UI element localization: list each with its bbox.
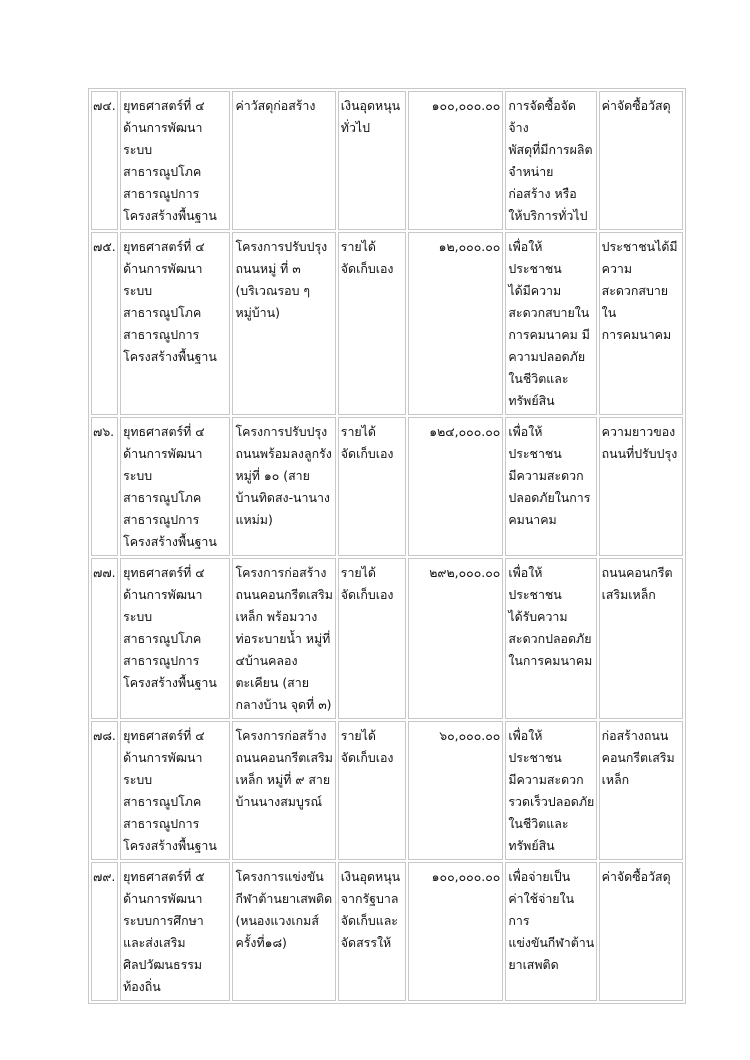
objective-cell: เพื่อจ่ายเป็น ค่าใช้จ่ายในการ แข่งขันกีฬาต้าน ยาเสพติด: [505, 862, 596, 1001]
project-cell: โครงการก่อสร้าง ถนนคอนกรีตเสริม เหล็ก หมู่ที่ ๙ สาย บ้านนางสมบูรณ์: [232, 721, 335, 860]
item-number: ๗๖.: [91, 417, 118, 556]
project-cell: โครงการแข่งขัน กีฬาต้านยาเสพติด (หนองแวงเกมส์ ครั้งที่๑๘): [232, 862, 335, 1001]
strategy-cell: ยุทธศาสตร์ที่ ๔ ด้านการพัฒนา ระบบ สาธารณูปโภค สาธารณูปการ โครงสร้างพื้นฐาน: [120, 558, 230, 719]
budget-table: [88, 88, 686, 1004]
project-cell: โครงการปรับปรุง ถนนหมู่ ที่ ๓ (บริเวณรอบ ๆ หมู่บ้าน): [232, 232, 335, 415]
strategy-cell: ยุทธศาสตร์ที่ ๕ ด้านการพัฒนา ระบบการศึกษา และส่งเสริม ศิลปวัฒนธรรม ท้องถิ่น: [120, 862, 230, 1001]
output-cell: ถนนคอนกรีต เสริมเหล็ก: [599, 558, 683, 719]
item-number: ๗๕.: [91, 232, 118, 415]
project-cell: ค่าวัสดุก่อสร้าง: [232, 91, 335, 230]
output-cell: ค่าจัดซื้อวัสดุ: [599, 91, 683, 230]
funding-source-cell: รายได้ จัดเก็บเอง: [338, 558, 406, 719]
amount-cell: ๑๒,๐๐๐.๐๐: [408, 232, 503, 415]
amount-cell: ๑๐๐,๐๐๐.๐๐: [408, 91, 503, 230]
funding-source-cell: เงินอุดหนุน ทั่วไป: [338, 91, 406, 230]
table-row: [91, 721, 683, 860]
table-row: [91, 417, 683, 556]
objective-cell: เพื่อให้ประชาชน ได้มีความ สะดวกสบายใน การคมนาคม มี ความปลอดภัย ในชีวิตและ ทรัพย์สิน: [505, 232, 596, 415]
objective-cell: เพื่อให้ประชาชน มีความสะดวก ปลอดภัยในการ คมนาคม: [505, 417, 596, 556]
amount-cell: ๒๙๒,๐๐๐.๐๐: [408, 558, 503, 719]
output-cell: ค่าจัดซื้อวัสดุ: [599, 862, 683, 1001]
item-number: ๗๘.: [91, 721, 118, 860]
table-row: [91, 91, 683, 230]
project-cell: โครงการปรับปรุง ถนนพร้อมลงลูกรัง หมู่ที่ ๑๐ (สาย บ้านทิดสง-นานาง แหม่ม): [232, 417, 335, 556]
item-number: ๗๗.: [91, 558, 118, 719]
amount-cell: ๑๐๐,๐๐๐.๐๐: [408, 862, 503, 1001]
amount-cell: ๖๐,๐๐๐.๐๐: [408, 721, 503, 860]
amount-cell: ๑๒๔,๐๐๐.๐๐: [408, 417, 503, 556]
output-cell: ความยาวของ ถนนที่ปรับปรุง: [599, 417, 683, 556]
table-body: [91, 91, 683, 1001]
funding-source-cell: เงินอุดหนุน จากรัฐบาล จัดเก็บและ จัดสรรให้: [338, 862, 406, 1001]
strategy-cell: ยุทธศาสตร์ที่ ๔ ด้านการพัฒนา ระบบ สาธารณูปโภค สาธารณูปการ โครงสร้างพื้นฐาน: [120, 91, 230, 230]
item-number: ๗๙.: [91, 862, 118, 1001]
strategy-cell: ยุทธศาสตร์ที่ ๔ ด้านการพัฒนา ระบบ สาธารณูปโภค สาธารณูปการ โครงสร้างพื้นฐาน: [120, 232, 230, 415]
item-number: ๗๔.: [91, 91, 118, 230]
output-cell: ก่อสร้างถนน คอนกรีตเสริม เหล็ก: [599, 721, 683, 860]
strategy-cell: ยุทธศาสตร์ที่ ๔ ด้านการพัฒนา ระบบ สาธารณูปโภค สาธารณูปการ โครงสร้างพื้นฐาน: [120, 721, 230, 860]
project-cell: โครงการก่อสร้าง ถนนคอนกรีตเสริม เหล็ก พร้อมวาง ท่อระบายน้ำ หมู่ที่ ๔บ้านคลอง ตะเคียน (สาย กลางบ้าน จุดที่ ๓): [232, 558, 335, 719]
objective-cell: เพื่อให้ประชาชน ได้รับความ สะดวกปลอดภัย ในการคมนาคม: [505, 558, 596, 719]
table-row: [91, 232, 683, 415]
output-cell: ประชาชนได้มี ความ สะดวกสบายใน การคมนาคม: [599, 232, 683, 415]
objective-cell: การจัดซื้อจัดจ้าง พัสดุที่มีการผลิต จำหน่าย ก่อสร้าง หรือ ให้บริการทั่วไป: [505, 91, 596, 230]
objective-cell: เพื่อให้ประชาชน มีความสะดวก รวดเร็วปลอดภัย ในชีวิตและ ทรัพย์สิน: [505, 721, 596, 860]
table-row: [91, 862, 683, 1001]
funding-source-cell: รายได้ จัดเก็บเอง: [338, 417, 406, 556]
funding-source-cell: รายได้ จัดเก็บเอง: [338, 721, 406, 860]
table-row: [91, 558, 683, 719]
funding-source-cell: รายได้ จัดเก็บเอง: [338, 232, 406, 415]
strategy-cell: ยุทธศาสตร์ที่ ๔ ด้านการพัฒนา ระบบ สาธารณูปโภค สาธารณูปการ โครงสร้างพื้นฐาน: [120, 417, 230, 556]
budget-table-page: [88, 88, 686, 1004]
